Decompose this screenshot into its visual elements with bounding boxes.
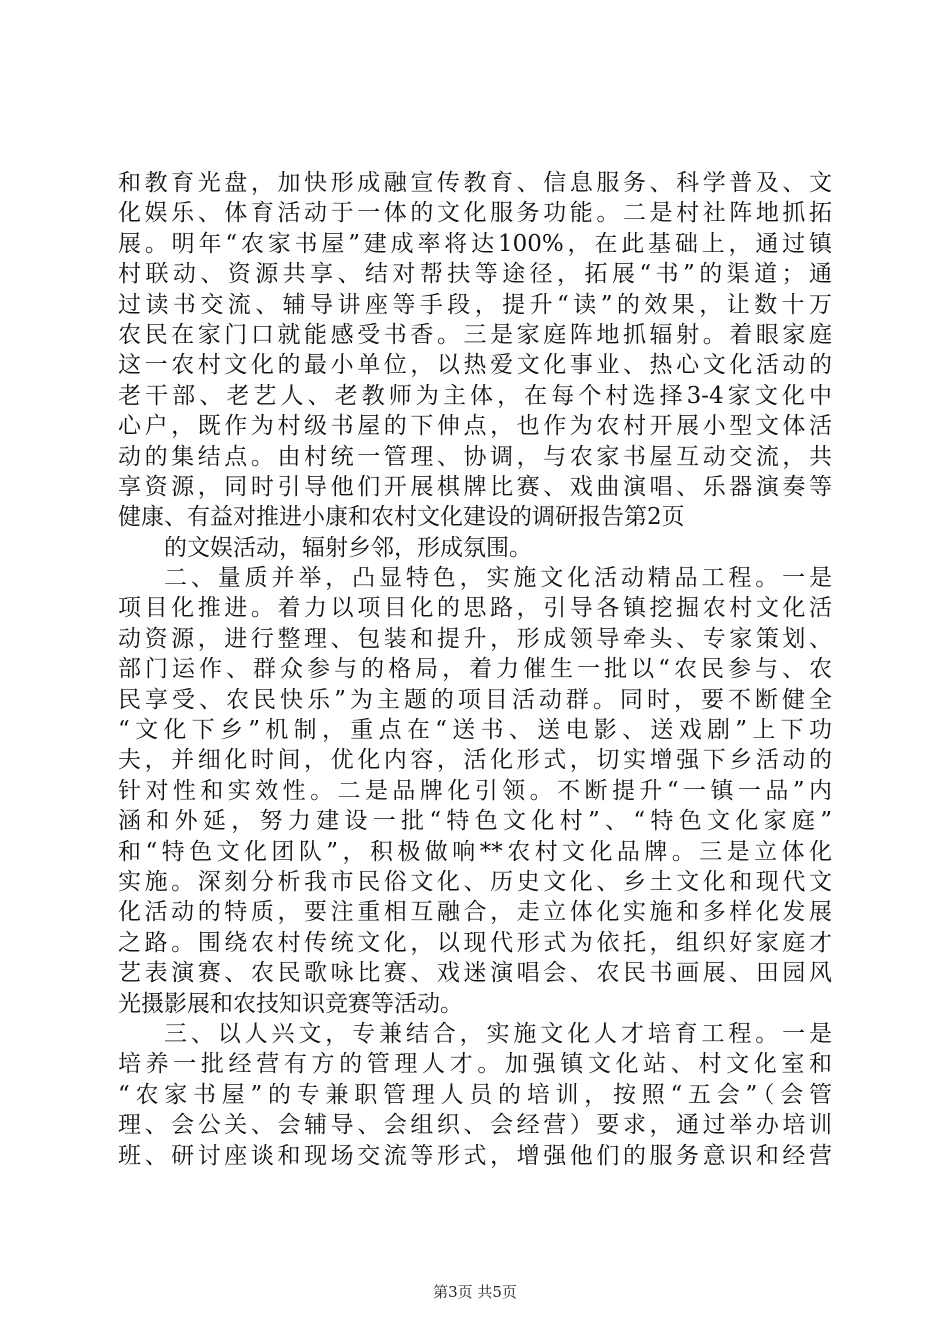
text-line: 的文娱活动，辐射乡邻，形成氛围。 bbox=[164, 534, 532, 561]
text-line: 化活动的特质，要注重相互融合，走立体化实施和多样化发展 bbox=[118, 899, 832, 926]
text-line: 和“特色文化团队”，积极做响**农村文化品牌。三是立体化 bbox=[118, 838, 832, 865]
text-line: 和教育光盘，加快形成融宣传教育、信息服务、科学普及、文 bbox=[118, 170, 832, 196]
text-line: 心户，既作为村级书屋的下伸点，也作为农村开展小型文体活 bbox=[118, 413, 832, 440]
text-line: 涵和外延，努力建设一批“特色文化村”、“特色文化家庭” bbox=[118, 808, 832, 835]
text-line: 项目化推进。着力以项目化的思路，引导各镇挖掘农村文化活 bbox=[118, 595, 832, 622]
text-line: 动资源，进行整理、包装和提升，形成领导牵头、专家策划、 bbox=[118, 625, 832, 652]
document-body bbox=[118, 168, 832, 1171]
text-line: 享资源，同时引导他们开展棋牌比赛、戏曲演唱、乐器演奏等 bbox=[118, 473, 832, 500]
text-line: 部门运作、群众参与的格局，着力催生一批以“农民参与、农 bbox=[118, 656, 832, 683]
paragraph-start: 二、量质并举，凸显特色，实施文化活动精品工程。一是 bbox=[164, 565, 832, 592]
text-line: 民享受、农民快乐”为主题的项目活动群。同时，要不断健全 bbox=[118, 686, 832, 713]
text-line: 之路。围绕农村传统文化，以现代形式为依托，组织好家庭才 bbox=[118, 929, 832, 956]
text-line: 艺表演赛、农民歌咏比赛、戏迷演唱会、农民书画展、田园风 bbox=[118, 960, 832, 987]
text-line: 化娱乐、体育活动于一体的文化服务功能。二是村社阵地抓拓 bbox=[118, 200, 832, 227]
text-line: 理、会公关、会辅导、会组织、会经营）要求，通过举办培训 bbox=[118, 1112, 832, 1139]
text-line: 针对性和实效性。二是品牌化引领。不断提升“一镇一品”内 bbox=[118, 777, 832, 804]
text-line: 展。明年“农家书屋”建成率将达100%，在此基础上，通过镇 bbox=[118, 230, 832, 257]
text-line: 村联动、资源共享、结对帮扶等途径，拓展“书”的渠道；通 bbox=[118, 261, 832, 288]
text-line: 动的集结点。由村统一管理、协调，与农家书屋互动交流，共 bbox=[118, 443, 832, 470]
text-line: 这一农村文化的最小单位，以热爱文化事业、热心文化活动的 bbox=[118, 352, 832, 379]
text-line: “农家书屋”的专兼职管理人员的培训，按照“五会”（会管 bbox=[118, 1081, 832, 1108]
text-line: 过读书交流、辅导讲座等手段，提升“读”的效果，让数十万 bbox=[118, 291, 832, 318]
text-line: 老干部、老艺人、老教师为主体，在每个村选择3-4家文化中 bbox=[118, 382, 832, 409]
text-line: “文化下乡”机制，重点在“送书、送电影、送戏剧”上下功 bbox=[118, 717, 832, 744]
page-number: 第3页 共5页 bbox=[433, 1283, 517, 1301]
paragraph-start: 三、以人兴文，专兼结合，实施文化人才培育工程。一是 bbox=[164, 1020, 832, 1047]
text-line: 培养一批经营有方的管理人才。加强镇文化站、村文化室和 bbox=[118, 1051, 832, 1078]
text-line: 健康、有益对推进小康和农村文化建设的调研报告第2页 bbox=[118, 504, 685, 531]
text-line: 农民在家门口就能感受书香。三是家庭阵地抓辐射。着眼家庭 bbox=[118, 321, 832, 348]
text-line: 实施。深刻分析我市民俗文化、历史文化、乡土文化和现代文 bbox=[118, 868, 832, 895]
text-line: 夫，并细化时间，优化内容，活化形式，切实增强下乡活动的 bbox=[118, 747, 832, 774]
text-line: 光摄影展和农技知识竞赛等活动。 bbox=[118, 990, 463, 1017]
text-line: 班、研讨座谈和现场交流等形式，增强他们的服务意识和经营 bbox=[118, 1142, 832, 1169]
